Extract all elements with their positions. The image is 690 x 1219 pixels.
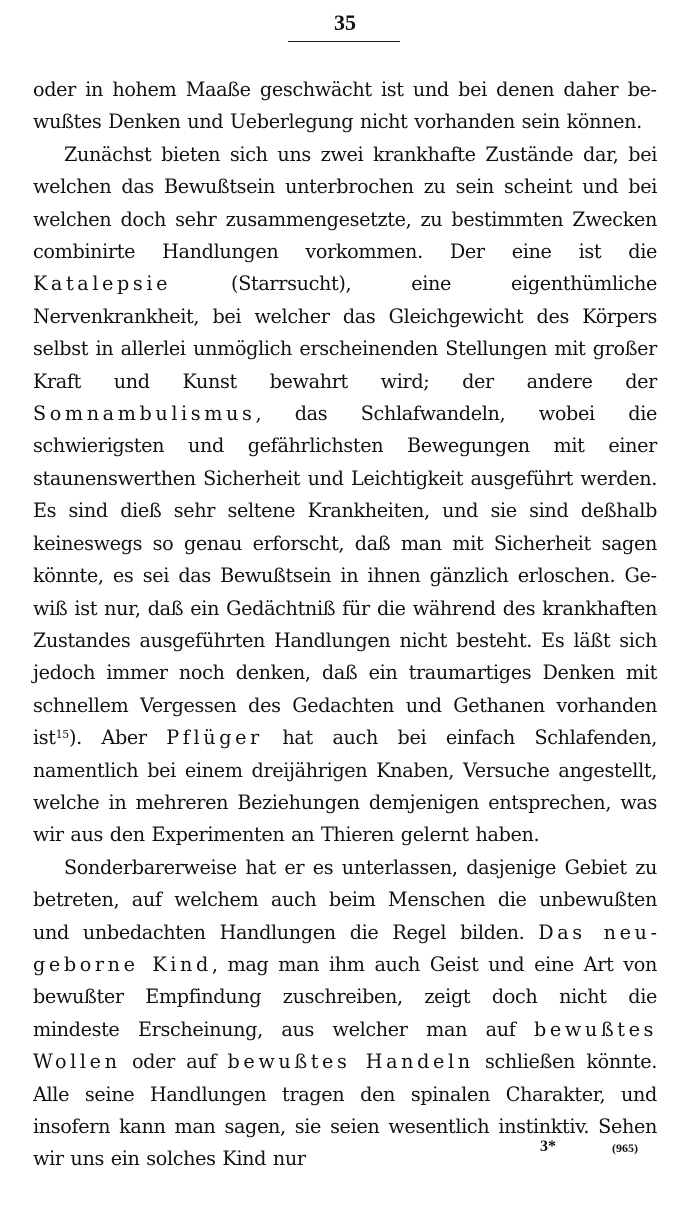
text-run: hat auch bei einfach Schlafenden, namentlich bei einem dreijährigen Knaben, Versuche angestellt, welche in mehreren Beziehungen demjenigen entsprechen, was wir aus den Experimenten an Thieren gelernt haben. [33,726,657,847]
body-text [33,74,657,1176]
header-rule [288,41,400,42]
paragraph [33,852,657,1176]
text-run: (Starrsucht), eine eigenthümliche Nervenkrankheit, bei welcher das Gleichgewicht des Körpers selbst in allerlei unmöglich erscheinenden Stellungen mit großer Kraft und Kunst bewahrt wird; der andere der [33,272,657,393]
emphasized-text: Pflüger [166,726,263,750]
text-run: Zunächst bieten sich uns zwei krankhafte Zustände dar, bei welchen das Bewußtsein unterbrochen zu sein scheint und bei welchen doch sehr zusammengesetzte, zu bestimmten Zwecken combinirte Handlungen vorkommen. Der eine ist die [33,142,657,264]
print-code: (965) [612,1141,638,1155]
emphasized-text: bewußtes Wollen [33,1017,657,1074]
paragraph [33,74,657,139]
text-run: , mag man ihm auch Geist und eine Art von bewußter Empfindung zuschreiben, zeigt doch nicht die mindeste Erscheinung, aus welcher man auf [33,952,657,1041]
text-run: schließen könnte. Alle seine Handlungen tragen den spinalen Charakter, und insofern kann man sagen, sie seien wesentlich instinktiv. Sehen wir uns ein solches Kind nur [33,1050,657,1171]
emphasized-text: Das neugeborne Kind [33,920,657,976]
emphasized-text: Somnambulismus [33,402,256,426]
text-run: , das Schlafwandeln, wobei die schwierigsten und gefährlichsten Bewegungen mit einer staunenswerthen Sicherheit und Leichtigkeit ausgeführt werden. Es sind dieß sehr seltene Krankheiten, und sie sind deßhalb keineswegs so genau erforscht, daß man mit Sicherheit sagen könnte, es sei das Bewußtsein in ihnen gänzlich erloschen. Gewiß ist nur, daß ein Gedächtniß für die während des krankhaften Zustandes ausgeführten Handlungen nicht besteht. Es läßt sich jedoch immer noch denken, daß ein traumartiges Denken mit schnellem Vergessen des Gedachten und Gethanen vorhanden ist [33,402,657,750]
text-run: oder auf [120,1050,228,1074]
paragraph [33,139,657,852]
text-run: Sonderbarerweise hat er es unterlassen, dasjenige Gebiet zu betreten, auf welchem auch beim Menschen die unbewußten und unbedachten Handlungen die Regel bilden. [33,855,657,944]
footnote-reference: 15 [55,728,69,742]
page-number: 35 [334,10,356,35]
emphasized-text: Katalepsie [33,272,172,296]
emphasized-text: bewußtes Handeln [227,1050,474,1074]
page-footer [0,1138,690,1164]
text-run: oder in hohem Maaße geschwächt ist und bei denen daher bewußtes Denken und Ueberlegung nicht vorhanden sein können. [33,78,657,134]
signature-mark: 3* [540,1138,556,1155]
text-run: ). Aber [68,726,167,750]
